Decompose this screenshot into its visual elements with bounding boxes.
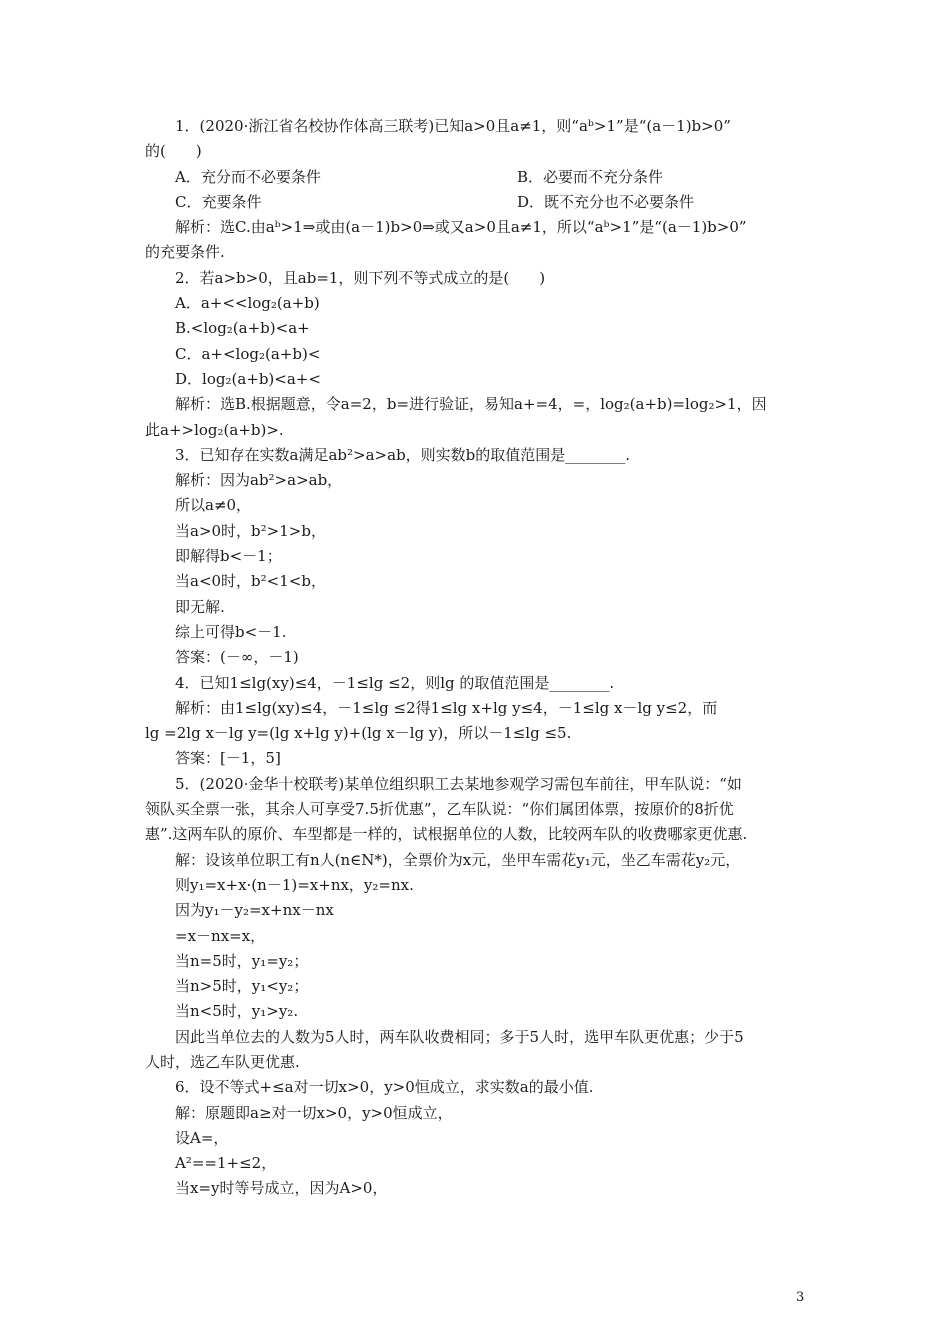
text-line: 因为y₁－y₂=x+nx－nx	[175, 901, 334, 920]
text-line: 答案：(－∞，－1)	[175, 648, 299, 667]
text-line: 1．(2020·浙江省名校协作体高三联考)已知a>0且a≠1，则“aᵇ>1”是“(a－1)b>0”	[175, 117, 731, 135]
text-line: D．log₂(a+b)<a+<	[175, 369, 321, 388]
text-line: 当x=y时等号成立，因为A>0，	[175, 1179, 388, 1198]
text-line: 当a>0时，b²>1>b，	[175, 521, 326, 540]
text-line: 即无解.	[175, 597, 225, 616]
text-line: 人时，选乙车队更优惠.	[145, 1052, 300, 1071]
text-line: 当n=5时，y₁=y₂；	[175, 951, 309, 970]
answer-option: B．必要而不充分条件	[517, 167, 664, 186]
text-line: 5．(2020·金华十校联考)某单位组织职工去某地参观学习需包车前往，甲车队说：“如	[175, 774, 742, 793]
text-line: 解析：因为ab²>a>ab，	[175, 471, 343, 490]
text-line: 的充要条件.	[145, 243, 225, 262]
text-line: 则y₁=x+x·(n－1)=x+nx，y₂=nx.	[175, 875, 414, 894]
text-line: 的( )	[145, 142, 202, 161]
text-line: =x－nx=x，	[175, 926, 266, 945]
text-line: 解析：选B.根据题意，令a=2，b=进行验证，易知a+=4，=，log₂(a+b)=log₂>1，因	[175, 395, 767, 414]
text-line: 当n>5时，y₁<y₂；	[175, 977, 309, 996]
text-line: 2．若a>b>0，且ab=1，则下列不等式成立的是( )	[175, 268, 546, 287]
text-line: 设A=，	[175, 1128, 229, 1147]
text-line: B.<log₂(a+b)<a+	[175, 319, 310, 338]
text-line: A．a+<<log₂(a+b)	[175, 294, 320, 313]
text-line: lg =2lg x－lg y=(lg x+lg y)+(lg x－lg y)，所以－1≤lg ≤5.	[145, 724, 572, 743]
answer-options-row	[145, 190, 810, 215]
answer-option: A．充分而不必要条件	[175, 167, 321, 186]
text-line: 当n<5时，y₁>y₂.	[175, 1002, 299, 1021]
text-line: 即解得b<－1；	[175, 547, 282, 566]
answer-option: C．充要条件	[175, 192, 262, 211]
text-line: 解：设该单位职工有n人(n∈N*)，全票价为x元，坐甲车需花y₁元，坐乙车需花y₂元，	[175, 850, 741, 869]
text-line: 此a+>log₂(a+b)>.	[145, 420, 284, 439]
text-line: 4．已知1≤lg(xy)≤4，－1≤lg ≤2，则lg 的取值范围是________.	[175, 673, 615, 692]
text-line: A²==1+≤2，	[175, 1154, 277, 1173]
text-line: 解：原题即a≥对一切x>0，y>0恒成立，	[175, 1103, 453, 1122]
text-line: C．a+<log₂(a+b)<	[175, 344, 321, 363]
answer-option: D．既不充分也不必要条件	[517, 192, 695, 211]
text-line: 惠”.这两车队的原价、车型都是一样的，试根据单位的人数，比较两车队的收费哪家更优惠.	[145, 825, 748, 844]
text-line: 解析：由1≤lg(xy)≤4，－1≤lg ≤2得1≤lg x+lg y≤4，－1≤lg x－lg y≤2，而	[175, 698, 718, 717]
text-line: 当a<0时，b²<1<b，	[175, 572, 326, 591]
text-line: 6．设不等式+≤a对一切x>0，y>0恒成立，求实数a的最小值.	[175, 1078, 594, 1097]
text-line: 所以a≠0，	[175, 496, 252, 515]
text-line: 解析：选C.由aᵇ>1⇒或由(a－1)b>0⇒或又a>0且a≠1，所以“aᵇ>1”是“(a－1)b>0”	[175, 218, 747, 237]
text-line: 答案：[－1，5]	[175, 749, 281, 768]
answer-options-row	[145, 165, 810, 190]
page-number: 3	[796, 1290, 805, 1305]
text-line: 领队买全票一张，其余人可享受7.5折优惠”，乙车队说：“你们属团体票，按原价的8折优	[145, 800, 734, 819]
text-line: 3．已知存在实数a满足ab²>a>ab，则实数b的取值范围是________.	[175, 445, 631, 464]
text-line: 因此当单位去的人数为5人时，两车队收费相同；多于5人时，选甲车队更优惠；少于5	[175, 1027, 744, 1046]
text-line: 综上可得b<－1.	[175, 622, 287, 641]
document-body	[145, 114, 810, 1202]
